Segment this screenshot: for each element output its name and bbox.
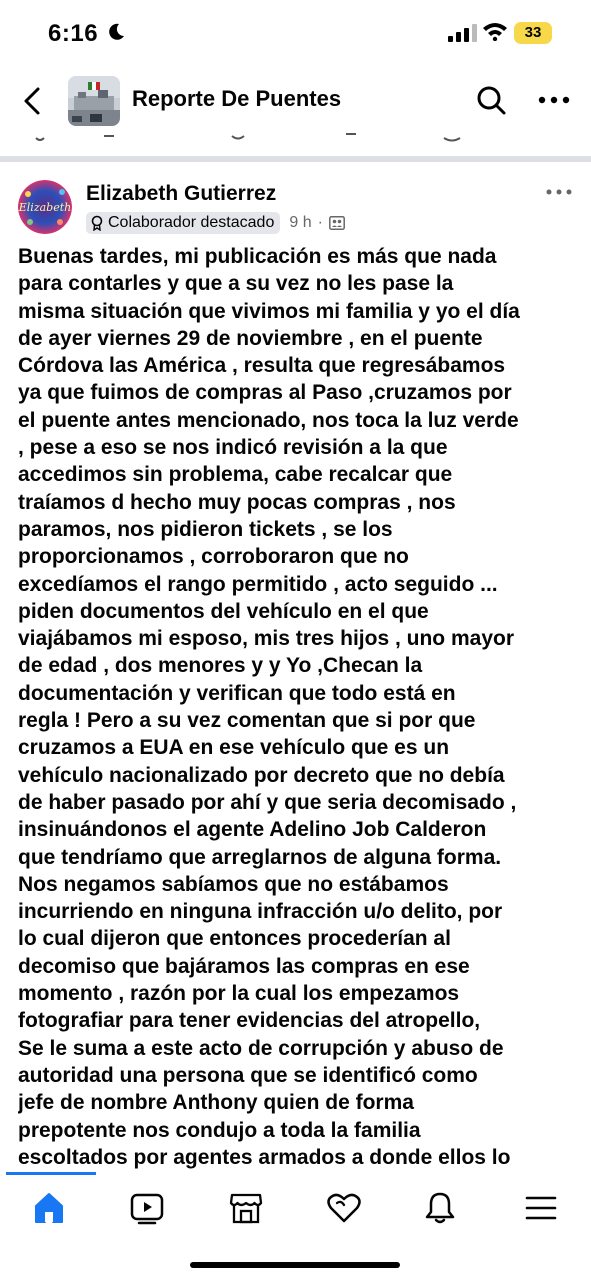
post-text-line: Nos negamos sabíamos que no estábamos <box>18 872 449 896</box>
tab-video[interactable] <box>127 1190 167 1226</box>
status-bar <box>0 0 591 64</box>
post-text-line: piden documentos del vehículo en el que <box>18 599 429 623</box>
author-avatar[interactable] <box>18 180 72 234</box>
post-text-line: , pese a eso se nos indicó revisión a la que <box>18 436 448 460</box>
contributor-badge[interactable] <box>86 212 280 234</box>
active-tab-indicator <box>6 1172 96 1175</box>
home-icon <box>32 1191 66 1225</box>
badge-icon <box>90 215 104 231</box>
post-text-line: decomiso que bajáramos las compras en ese <box>18 954 470 978</box>
post-text-line: vehículo nacionalizado por decreto que no debía <box>18 763 505 787</box>
post-text-line: autoridad una persona que se identificó como <box>18 1063 478 1087</box>
more-options-icon[interactable] <box>537 90 571 110</box>
post-body <box>18 243 576 1170</box>
marketplace-icon <box>228 1191 264 1225</box>
post-text-line: proporcionamos , corroboraron que no <box>18 545 409 569</box>
post-text-line: escoltados por agentes armados a donde ellos lo <box>18 1145 511 1169</box>
post-text-line: insinuándonos el agente Adelino Job Calderon <box>18 818 487 842</box>
post-more-options-icon[interactable] <box>545 187 573 197</box>
notifications-icon <box>422 1191 458 1225</box>
avatar-script-text: Elizabeth <box>18 201 72 214</box>
battery-indicator: 33 <box>514 22 552 44</box>
post-text-line: de haber pasado por ahí y que seria decomisado , <box>18 790 517 814</box>
post-text-line: lo cual dijeron que entonces procederían al <box>18 927 451 951</box>
group-title[interactable]: Reporte De Puentes <box>132 86 342 111</box>
back-arrow-icon[interactable] <box>20 86 44 116</box>
post-text-line: Córdova las América , resulta que regresábamos <box>18 354 506 378</box>
dating-icon <box>326 1191 362 1225</box>
post-meta <box>86 211 345 235</box>
post-text-line: viajábamos mi esposo, mis tres hijos , uno mayor <box>18 627 514 651</box>
post-text-line: fotografiar para tener evidencias del atropello, <box>18 1009 481 1033</box>
tab-home[interactable] <box>29 1190 69 1226</box>
section-divider <box>0 156 591 162</box>
home-indicator <box>190 1262 400 1268</box>
scrolled-content-strip <box>0 128 591 156</box>
post-text-line: documentación y verifican que todo está en <box>18 681 456 705</box>
post-text-line: que tendríamo que arreglarnos de alguna forma. <box>18 845 502 869</box>
post-text-line: de ayer viernes 29 de noviembre , en el puente <box>18 326 483 350</box>
post-text-line: ya que fuimos de compras al Paso ,cruzamos por <box>18 381 512 405</box>
menu-icon <box>523 1191 559 1225</box>
post-text-line: prepotente nos condujo a toda la familia <box>18 1118 421 1142</box>
tab-notifications[interactable] <box>420 1190 460 1226</box>
post-text-line: incurriendo en ninguna infracción u/o delito, por <box>18 900 503 924</box>
post-time[interactable]: 9 h <box>289 214 312 231</box>
post-text-line: regla ! Pero a su vez comentan que si por que <box>18 709 476 733</box>
post-text-line: misma situación que vivimos mi familia y yo el día <box>18 299 520 323</box>
post-text-line: accedimos sin problema, cabe recalcar que <box>18 463 453 487</box>
group-avatar[interactable] <box>68 76 120 126</box>
video-icon <box>129 1191 165 1225</box>
wifi-icon <box>482 21 508 41</box>
post-text-line: cruzamos a EUA en ese vehículo que es un <box>18 736 450 760</box>
status-time: 6:16 <box>48 20 99 47</box>
post-text-line: Se le suma a este acto de corrupción y abuso de <box>18 1036 504 1060</box>
post-text-line: traíamos d hecho muy pocas compras , nos <box>18 490 456 514</box>
tab-dating[interactable] <box>324 1190 364 1226</box>
group-audience-icon <box>329 216 345 230</box>
post-text-line: paramos, nos pidieron tickets , se los <box>18 517 393 541</box>
post-text-line: excedíamos el rango permitido , acto seguido ... <box>18 572 498 596</box>
post-text-line: momento , razón por la cual los empezamos <box>18 982 460 1006</box>
badge-label: Colaborador destacado <box>108 214 275 231</box>
post-text-line: Buenas tardes, mi publicación es más que nada <box>18 245 497 268</box>
author-name[interactable]: Elizabeth Gutierrez <box>86 182 277 205</box>
post-text-line: el puente antes mencionado, nos toca la luz verde <box>18 408 519 432</box>
meta-separator: · <box>317 214 323 231</box>
post-text-line: de edad , dos menores y y Yo ,Checan la <box>18 654 423 678</box>
post-text-line: para contarles y que a su vez no les pase la <box>18 272 454 296</box>
moon-icon <box>106 22 126 42</box>
signal-icon <box>448 22 477 42</box>
post-text-line: jefe de nombre Anthony quien de forma <box>18 1091 414 1115</box>
tab-menu[interactable] <box>521 1190 561 1226</box>
search-icon[interactable] <box>475 84 507 116</box>
tab-marketplace[interactable] <box>226 1190 266 1226</box>
